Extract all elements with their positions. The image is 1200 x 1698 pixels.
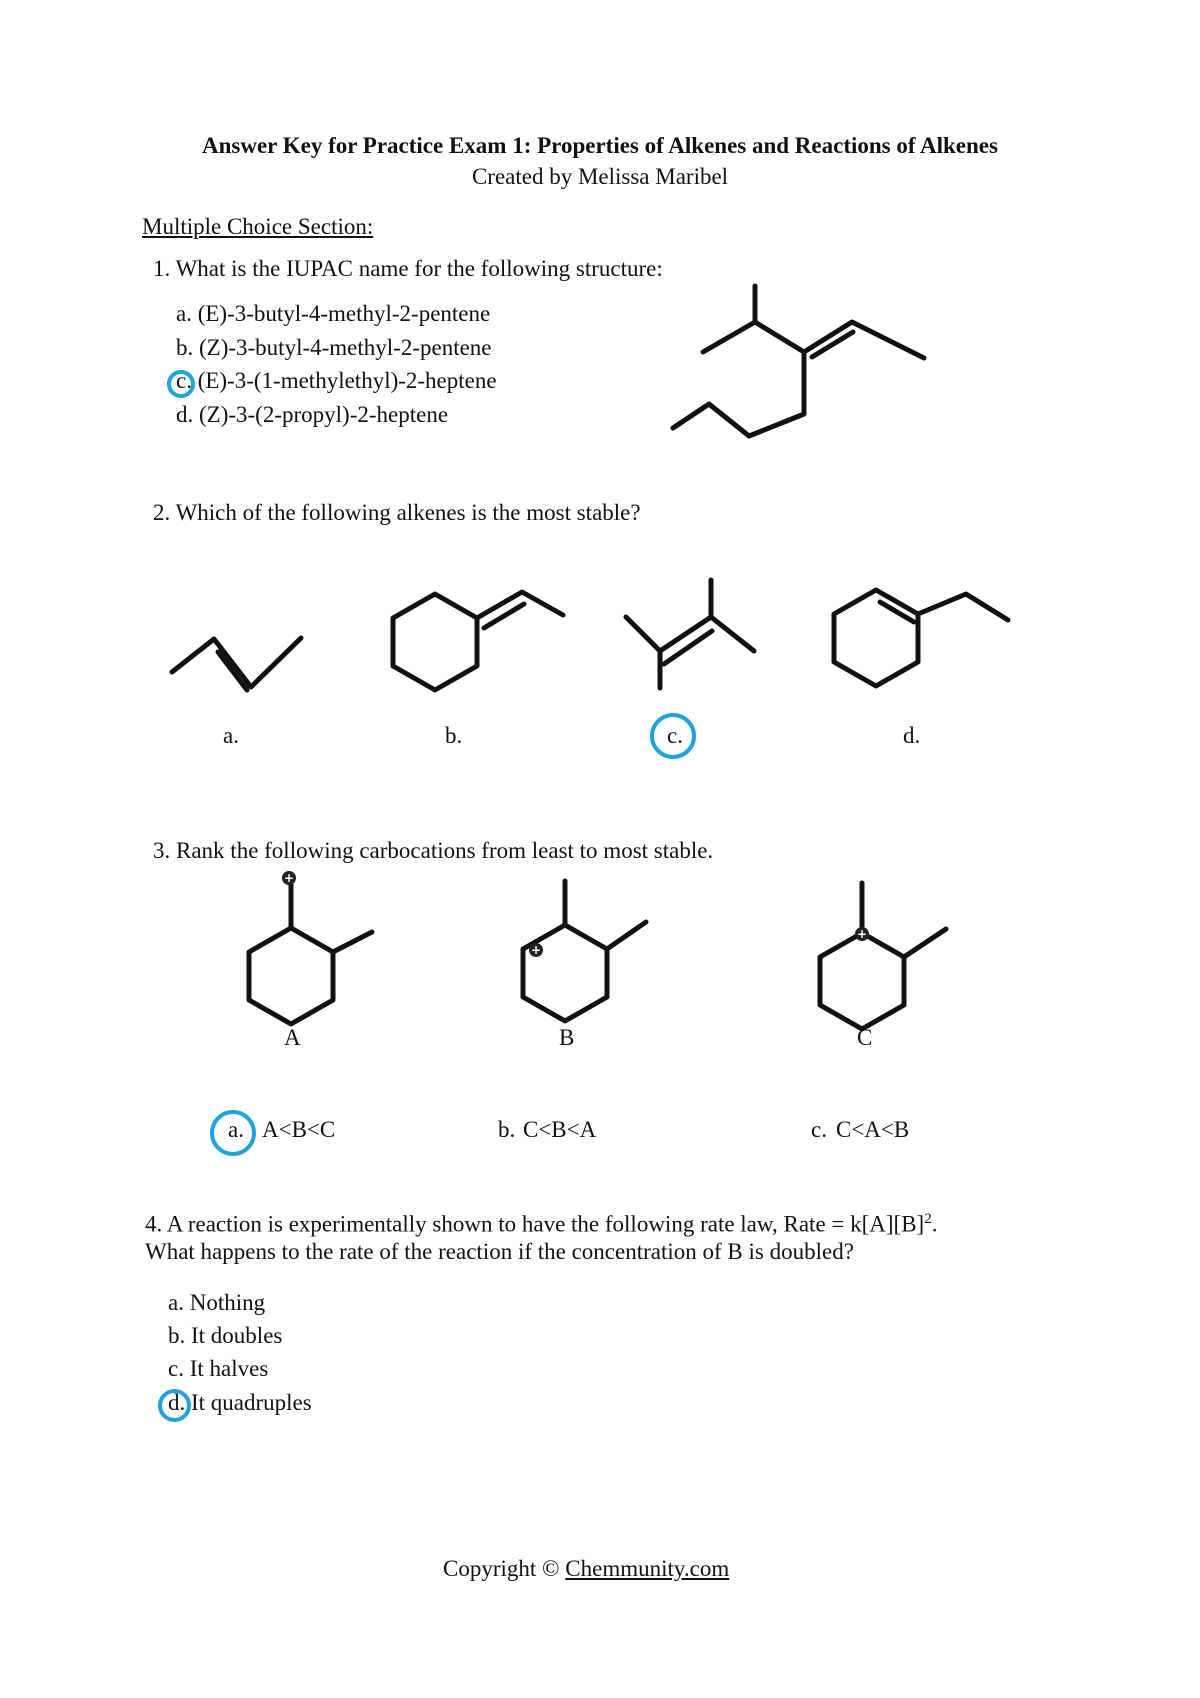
footer-link[interactable]: Chemmunity.com [565,1556,730,1581]
q3-label-a: A [284,1025,301,1050]
footer-copyright: Copyright © Chemmunity.com [443,1556,730,1581]
q2-label-d: d. [903,723,921,748]
q4-option-d: d. It quadruples [168,1390,312,1415]
q2-question: 2. Which of the following alkenes is the most stable? [153,500,641,525]
q1-option-d: d. (Z)-3-(2-propyl)-2-heptene [176,402,449,427]
q3-option-a-text: A<B<C [262,1117,336,1142]
q3-structure-c [820,883,946,1029]
q3-question: 3. Rank the following carbocations from least to most stable. [153,838,714,863]
q3-option-c-prefix: c. [811,1117,827,1142]
q4-answer-circle [158,1389,191,1422]
q3-structure-a [249,884,372,1024]
q3-option-c-text: C<A<B [836,1117,910,1142]
q3-option-a-prefix: a. [228,1117,244,1142]
q1-option-b: b. (Z)-3-butyl-4-methyl-2-pentene [176,335,492,360]
q4-option-a: a. Nothing [168,1290,266,1315]
q2-label-b: b. [445,723,463,748]
q4-question-line1: 4. A reaction is experimentally shown to have the following rate law, Rate = $k[A][B]^2$. [145,1211,938,1237]
q1-option-a: a. (E)-3-butyl-4-methyl-2-pentene [176,301,491,326]
q4-option-c: c. It halves [168,1356,269,1381]
q4-option-b: b. It doubles [168,1323,283,1348]
q3-answer-circle [210,1110,256,1156]
page-title: Answer Key for Practice Exam 1: Properties of Alkenes and Reactions of Alkenes [202,133,998,158]
q3-carbocation-c-plus: + [856,927,868,941]
q3-carbocation-a-plus: + [283,871,295,885]
q2-label-c: c. [667,723,683,748]
q1-question: 1. What is the IUPAC name for the following structure: [153,256,663,281]
q3-label-c: C [857,1025,873,1050]
q4-exponent: 2 [924,1211,932,1227]
q3-label-b: B [559,1025,575,1050]
q1-option-c: c. (E)-3-(1-methylethyl)-2-heptene [176,368,497,393]
section-heading: Multiple Choice Section: [142,214,374,239]
author-line: Created by Melissa Maribel [471,164,729,189]
q3-option-b-prefix: b. [498,1117,516,1142]
q3-carbocation-b-plus: + [530,943,542,957]
q4-question-line2: What happens to the rate of the reaction if the concentration of B is doubled? [145,1239,854,1264]
q3-option-b-text: C<B<A [523,1117,597,1142]
q2-label-a: a. [223,723,239,748]
